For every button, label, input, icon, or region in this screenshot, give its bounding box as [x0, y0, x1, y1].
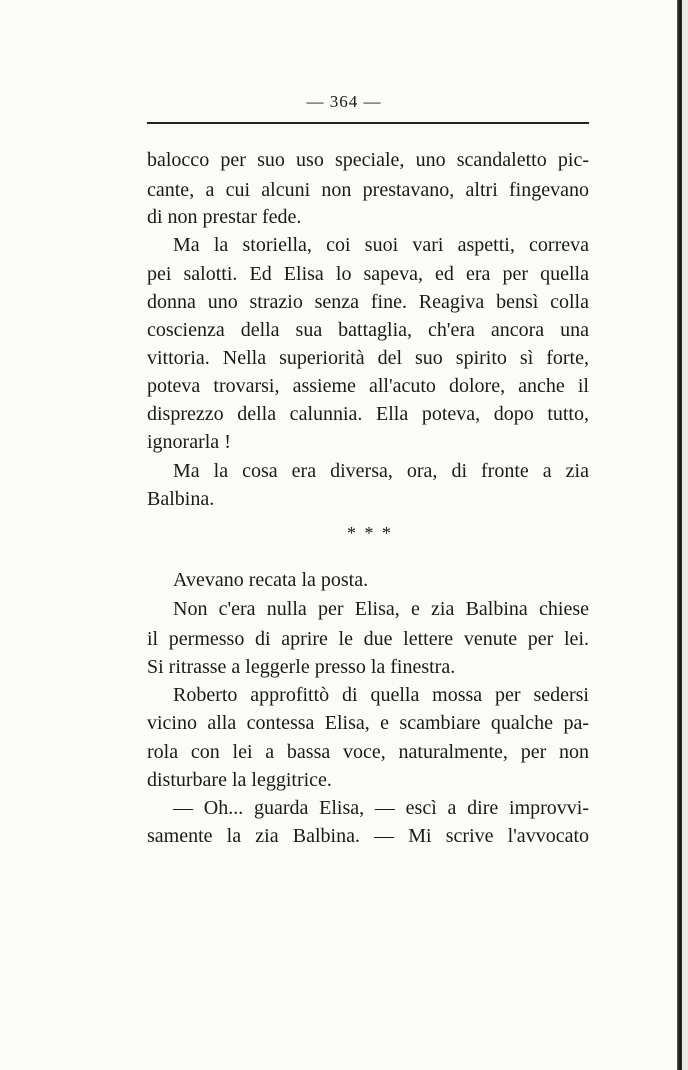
text-line: Si ritrasse a leggerle presso la finestra.	[147, 656, 456, 678]
separator-text: * * *	[347, 523, 393, 543]
text-line: Non c'era nulla per Elisa, e zia Balbina chiese	[173, 598, 589, 620]
binding-edge	[677, 0, 682, 1070]
text-line: il permesso di aprire le due lettere venute per lei.	[147, 628, 589, 650]
text-line: cante, a cui alcuni non prestavano, altri fingevano	[147, 179, 589, 201]
text-line: rola con lei a bassa voce, naturalmente, per non	[147, 741, 589, 763]
text-line: samente la zia Balbina. — Mi scrive l'avvocato	[147, 825, 589, 847]
text-line: Avevano recata la posta.	[173, 569, 369, 591]
text-line: balocco per suo uso speciale, uno scandaletto pic-	[147, 149, 589, 171]
text-line: ignorarla !	[147, 431, 231, 453]
text-line: poteva trovarsi, assieme all'acuto dolore, anche il	[147, 375, 589, 397]
text-line: Ma la storiella, coi suoi vari aspetti, correva	[173, 234, 589, 256]
header-rule	[147, 122, 589, 124]
text-line: donna uno strazio senza fine. Reagiva bensì colla	[147, 291, 589, 313]
text-line: coscienza della sua battaglia, ch'era ancora una	[147, 319, 589, 341]
text-line: disturbare la leggitrice.	[147, 769, 332, 791]
text-line: di non prestar fede.	[147, 206, 302, 228]
page-number: — 364 —	[306, 92, 382, 111]
page-edge-shadow	[682, 0, 688, 1070]
text-line: pei salotti. Ed Elisa lo sapeva, ed era per quella	[147, 263, 589, 285]
text-line: vittoria. Nella superiorità del suo spirito sì forte,	[147, 347, 589, 369]
text-line: Ma la cosa era diversa, ora, di fronte a zia	[173, 460, 589, 482]
text-line: Roberto approfittò di quella mossa per sedersi	[173, 684, 589, 706]
section-separator	[340, 523, 400, 543]
text-line: Balbina.	[147, 488, 215, 510]
text-line: vicino alla contessa Elisa, e scambiare qualche pa-	[147, 712, 589, 734]
text-line: disprezzo della calunnia. Ella poteva, dopo tutto,	[147, 403, 589, 425]
text-line: — Oh... guarda Elisa, — escì a dire improvvi-	[173, 797, 589, 819]
